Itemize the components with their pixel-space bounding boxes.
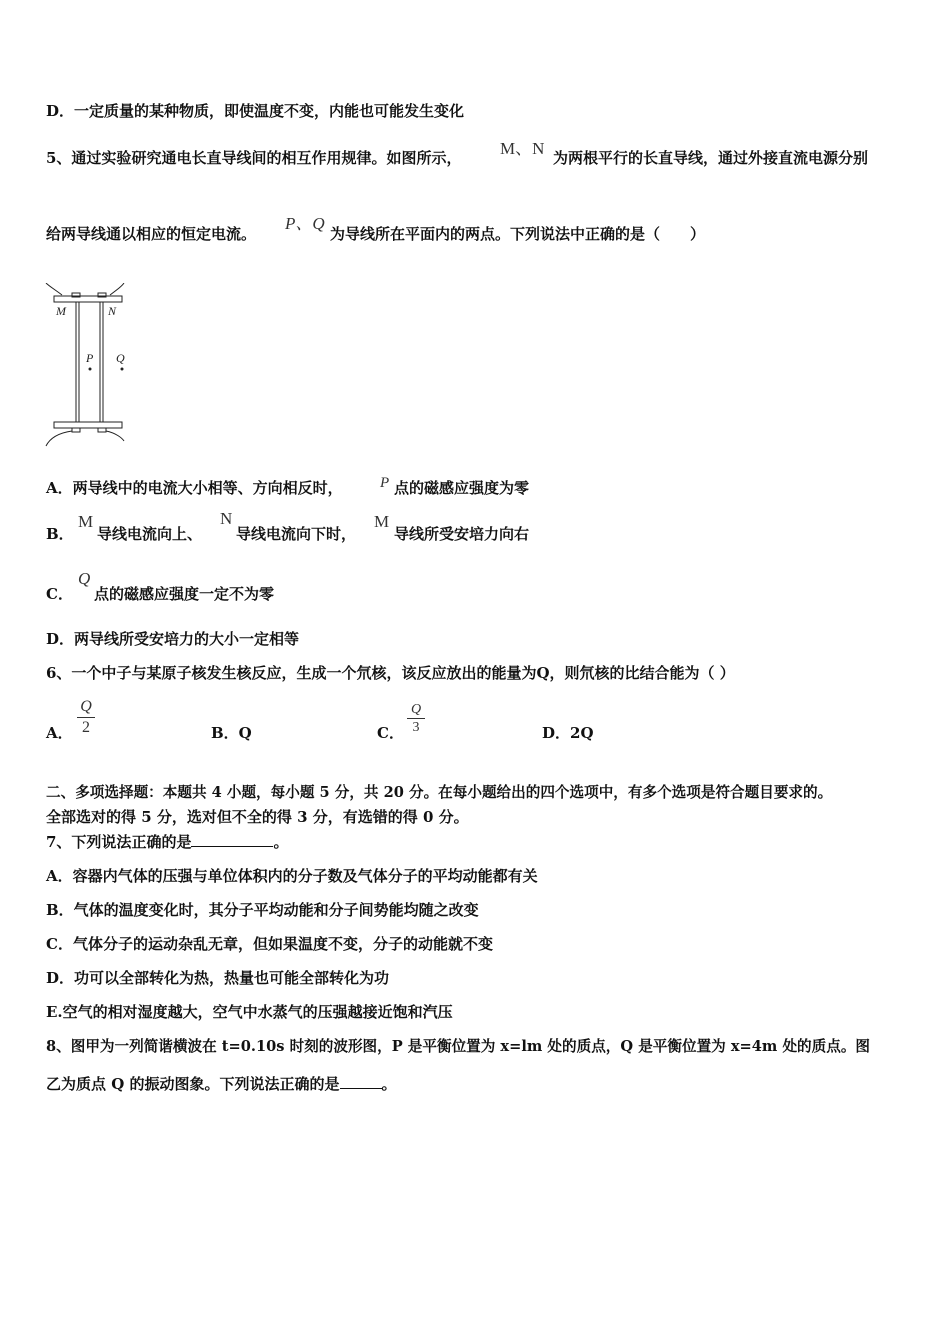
q5-wire-figure <box>44 283 134 448</box>
q8-stem-line1: 8、图甲为一列简谐横波在 t=0.10s 时刻的波形图，P 是平衡位置为 x=lm 处的质点，Q 是平衡位置为 x=4m 处的质点。图 <box>46 1038 871 1055</box>
q6-option-c-den: 3 <box>412 720 420 735</box>
bottom-clamp-m <box>72 428 80 432</box>
q7-option-b: B．气体的温度变化时，其分子平均动能和分子间势能均随之改变 <box>46 901 479 919</box>
q7-option-c: C．气体分子的运动杂乱无章，但如果温度不变，分子的动能就不变 <box>46 935 493 953</box>
q5-option-d: D．两导线所受安培力的大小一定相等 <box>46 630 300 648</box>
q7-option-e: E.空气的相对湿度越大，空气中水蒸气的压强越接近饱和汽压 <box>46 1003 453 1021</box>
q5-option-b-math1: M <box>78 512 94 531</box>
q6-option-a-label: A． <box>46 724 73 742</box>
q5-option-b-text1: 导线电流向上、 <box>97 525 203 543</box>
q5-option-b-label: B． <box>46 525 74 543</box>
q5-option-a <box>46 478 343 498</box>
q5-option-b-text3: 导线所受安培力向右 <box>394 525 530 543</box>
q7-answer-blank <box>191 832 273 847</box>
q7-option-d: D．功可以全部转化为热，热量也可能全部转化为功 <box>46 969 390 987</box>
bottom-lead-right <box>106 431 124 441</box>
q5-option-c-math: Q <box>78 569 91 588</box>
q5-math-pq: P、Q <box>285 214 325 233</box>
q8-stem-line2 <box>46 1074 397 1094</box>
q6-option-b: B．Q <box>211 724 252 742</box>
bottom-clamp-n <box>98 428 106 432</box>
q6-option-c-fraction <box>407 702 425 735</box>
q5-option-b <box>46 524 74 544</box>
q5-stem-line1 <box>46 148 461 168</box>
point-q <box>121 368 124 371</box>
q5-stem-text-a: 5、通过实验研究通电长直导线间的相互作用规律。如图所示， <box>46 149 462 167</box>
point-p <box>89 368 92 371</box>
q4-option-d: D．一定质量的某种物质，即使温度不变，内能也可能发生变化 <box>46 102 465 120</box>
fig-label-q: Q <box>116 351 125 365</box>
q7-stem-text: 7、下列说法正确的是 <box>46 833 192 851</box>
q5-stem-text-d: 为导线所在平面内的两点。下列说法中正确的是（ ） <box>330 225 706 243</box>
q5-math-mn: M、N <box>500 139 545 158</box>
fig-label-n: N <box>108 304 117 318</box>
q5-option-c-text: 点的磁感应强度一定不为零 <box>94 585 275 603</box>
q6-stem: 6、一个中子与某原子核发生核反应，生成一个氘核，该反应放出的能量为Q，则氘核的比结合能为（ ） <box>46 664 735 682</box>
q5-option-b-text2: 导线电流向下时， <box>236 525 357 543</box>
q7-stem <box>46 832 288 852</box>
q6-option-a-num: Q <box>80 698 92 715</box>
fig-label-p: P <box>86 351 94 365</box>
section2-heading-line1: 二、多项选择题：本题共 4 小题，每小题 5 分，共 20 分。在每小题给出的四个选项中，有多个选项是符合题目要求的。 <box>46 784 833 801</box>
q8-answer-blank <box>340 1074 382 1089</box>
q6-option-c-label: C． <box>377 724 404 742</box>
top-lead-right <box>110 283 124 295</box>
fig-label-m: M <box>56 304 66 318</box>
q5-option-b-math2: N <box>220 509 233 528</box>
q6-option-d: D．2Q <box>542 724 594 742</box>
q6-option-a-den: 2 <box>82 719 90 736</box>
q8-stem-text: 乙为质点 Q 的振动图象。下列说法正确的是 <box>46 1075 340 1093</box>
bottom-bar <box>54 422 122 428</box>
q5-option-c <box>46 584 73 604</box>
q7-stem-end: 。 <box>273 833 289 851</box>
top-lead-left <box>46 283 62 295</box>
q5-option-a-text: A．两导线中的电流大小相等、方向相反时， <box>46 479 343 497</box>
q5-option-a-tail: 点的磁感应强度为零 <box>394 479 530 497</box>
q5-option-b-math3: M <box>374 512 390 531</box>
top-bar <box>54 296 122 302</box>
q6-option-c-num: Q <box>410 702 422 717</box>
section2-heading-line2: 全部选对的得 5 分，选对但不全的得 3 分，有选错的得 0 分。 <box>46 808 469 826</box>
bottom-lead-left <box>46 431 72 446</box>
q6-option-a-fraction <box>77 698 95 737</box>
q5-option-a-math: P <box>380 475 390 491</box>
q7-option-a: A．容器内气体的压强与单位体积内的分子数及气体分子的平均动能都有关 <box>46 867 538 885</box>
q5-option-c-label: C． <box>46 585 73 603</box>
q8-stem-end: 。 <box>381 1075 397 1093</box>
q5-stem-text-b: 为两根平行的长直导线，通过外接直流电源分别 <box>553 149 869 167</box>
q5-stem-line2 <box>46 224 256 244</box>
q5-stem-text-c: 给两导线通以相应的恒定电流。 <box>46 225 257 243</box>
